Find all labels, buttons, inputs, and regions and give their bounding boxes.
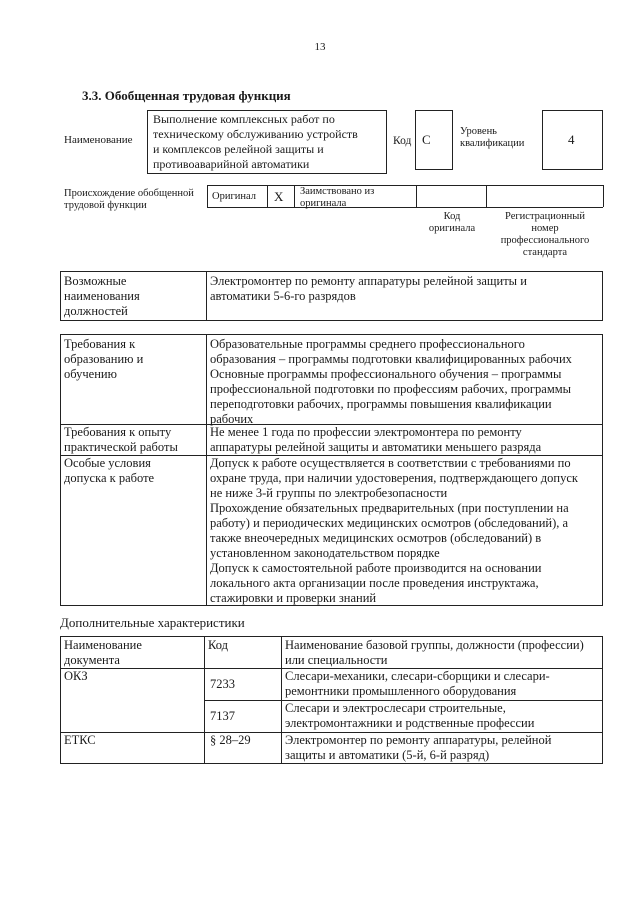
row-doc: ОКЗ	[64, 669, 88, 683]
name-value: Выполнение комплексных работ по техническому обслуживанию устройств и комплексов релейной защиты и противоаварийной автоматики	[153, 112, 358, 171]
additional-title: Дополнительные характеристики	[60, 615, 245, 630]
code-label: Код	[393, 135, 412, 147]
row-code: 7233	[210, 677, 235, 691]
level-label: Уровень квалификации	[460, 126, 525, 149]
section-title: 3.3. Обобщенная трудовая функция	[82, 88, 291, 103]
header-document: Наименование документа	[64, 638, 142, 667]
row-name: Электромонтер по ремонту аппаратуры, релейной защиты и автоматики (5-й, 6-й разряд)	[285, 733, 552, 762]
original-label: Оригинал	[212, 191, 256, 202]
row-name: Слесари и электрослесари строительные, электромонтажники и родственные профессии	[285, 701, 535, 730]
row-doc: ЕТКС	[64, 733, 96, 747]
requirements-education-value: Образовательные программы среднего профессионального образования – программы подготовки квалифицированных рабочих Основные программы профессионального обучения – программы профессиональной подготовки по профессиям рабочих, программы переподготовки рабочих, программы повышения квалификации рабочих	[210, 337, 572, 426]
row-code: 7137	[210, 709, 235, 723]
code-original-caption: Код оригинала	[428, 211, 476, 234]
row-name: Слесари-механики, слесари-сборщики и слесари- ремонтники промышленного оборудования	[285, 669, 550, 698]
original-mark: X	[274, 189, 284, 204]
positions-label: Возможные наименования должностей	[64, 274, 140, 318]
origin-label: Происхождение обобщенной трудовой функции	[64, 188, 194, 211]
row-code: § 28–29	[210, 733, 251, 747]
requirements-admission-label: Особые условия допуска к работе	[64, 456, 155, 485]
header-name: Наименование базовой группы, должности (профессии) или специальности	[285, 638, 584, 667]
reg-number-caption: Регистрационный номер профессионального стандарта	[500, 211, 590, 258]
name-label: Наименование	[64, 134, 133, 146]
header-code: Код	[208, 638, 228, 652]
code-value-box	[415, 110, 453, 170]
name-value-box	[147, 110, 387, 174]
requirements-education-label: Требования к образованию и обучению	[64, 337, 144, 381]
requirements-experience-label: Требования к опыту практической работы	[64, 425, 178, 454]
borrowed-label: Заимствовано из оригинала	[300, 186, 375, 209]
level-value-box	[542, 110, 603, 170]
positions-value: Электромонтер по ремонту аппаратуры релейной защиты и автоматики 5-6-го разрядов	[210, 274, 527, 303]
requirements-experience-value: Не менее 1 года по профессии электромонтера по ремонту аппаратуры релейной защиты и автоматики меньшего разряда	[210, 425, 542, 454]
page-number: 13	[314, 41, 326, 53]
requirements-admission-value: Допуск к работе осуществляется в соответствии с требованиями по охране труда, при наличии удостоверения, подтверждающего допуск не ниже 3-й группы по электробезопасности Прохождение обязательных предварительных (при поступлении на работу) и периодических медицинских осмотров (обследований), а также внеочередных медицинских осмотров (обследований) в установленном законодательством порядке Допуск к самостоятельной работе производится на основании локального акта организации после проведения инструктажа, стажировки и проверки знаний	[210, 456, 578, 605]
level-value: 4	[568, 132, 575, 147]
code-value: C	[422, 132, 431, 147]
